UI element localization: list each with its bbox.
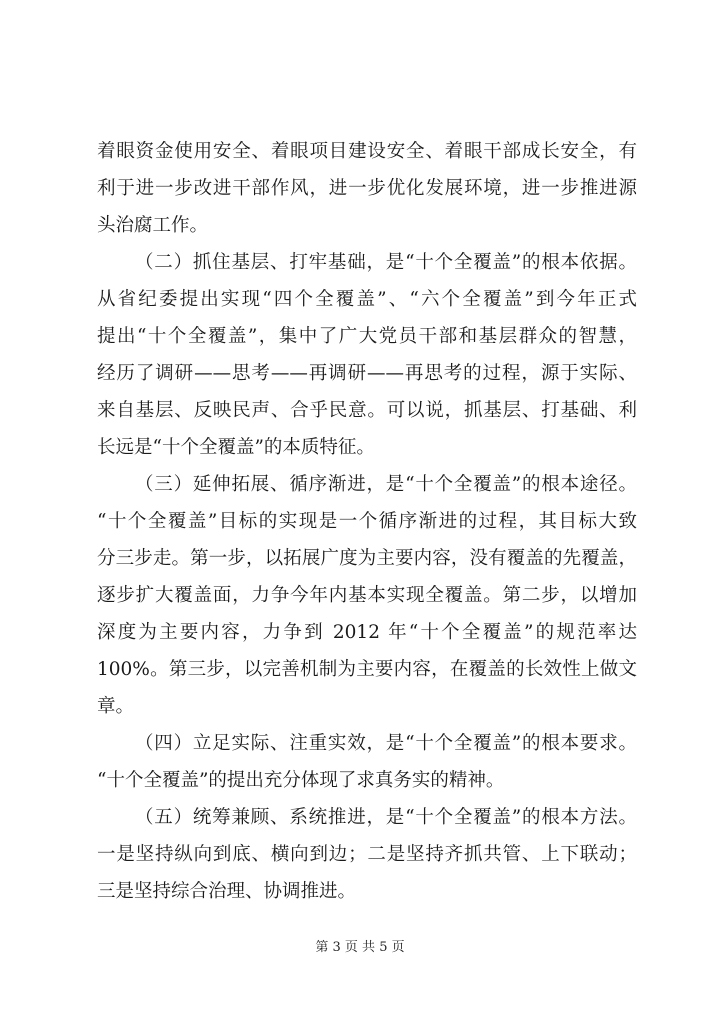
text-line: 从省纪委提出实现“四个全覆盖”、“六个全覆盖”到今年正式 [97, 289, 637, 310]
section-heading-line: （三）延伸拓展、循序渐进，是“十个全覆盖”的根本途径。 [135, 474, 637, 495]
text-line: 头治腐工作。 [97, 215, 209, 236]
text-line: 来自基层、反映民声、合乎民意。可以说，抓基层、打基础、利 [97, 400, 637, 421]
section-heading-line: （二）抓住基层、打牢基础，是“十个全覆盖”的根本依据。 [135, 252, 637, 273]
text-line: 章。 [97, 696, 135, 717]
section-heading-line: （四）立足实际、注重实效，是“十个全覆盖”的根本要求。 [135, 733, 637, 754]
text-line: 长远是“十个全覆盖”的本质特征。 [97, 437, 375, 458]
text-line: 深度为主要内容，力争到 2012 年“十个全覆盖”的规范率达 [97, 622, 637, 643]
text-line: 分三步走。第一步，以拓展广度为主要内容，没有覆盖的先覆盖， [97, 548, 637, 569]
page-number-footer: 第 3 页 共 5 页 [315, 940, 405, 955]
text-line: “十个全覆盖”目标的实现是一个循序渐进的过程，其目标大致 [97, 511, 637, 532]
section-heading-line: （五）统筹兼顾、系统推进，是“十个全覆盖”的根本方法。 [135, 807, 637, 828]
text-line: 提出“十个全覆盖”，集中了广大党员干部和基层群众的智慧， [97, 326, 637, 347]
text-line: 三是坚持综合治理、协调推进。 [97, 881, 357, 902]
text-line: 经历了调研——思考——再调研——再思考的过程，源于实际、 [97, 363, 637, 384]
text-line: 一是坚持纵向到底、横向到边；二是坚持齐抓共管、上下联动； [97, 844, 637, 865]
text-line: 逐步扩大覆盖面，力争今年内基本实现全覆盖。第二步，以增加 [97, 585, 637, 606]
text-line: 着眼资金使用安全、着眼项目建设安全、着眼干部成长安全，有 [97, 141, 637, 162]
text-line: 利于进一步改进干部作风，进一步优化发展环境，进一步推进源 [97, 178, 637, 199]
body-text [97, 133, 637, 910]
text-line: “十个全覆盖”的提出充分体现了求真务实的精神。 [97, 770, 505, 791]
text-line: 100%。第三步，以完善机制为主要内容，在覆盖的长效性上做文 [97, 659, 637, 680]
